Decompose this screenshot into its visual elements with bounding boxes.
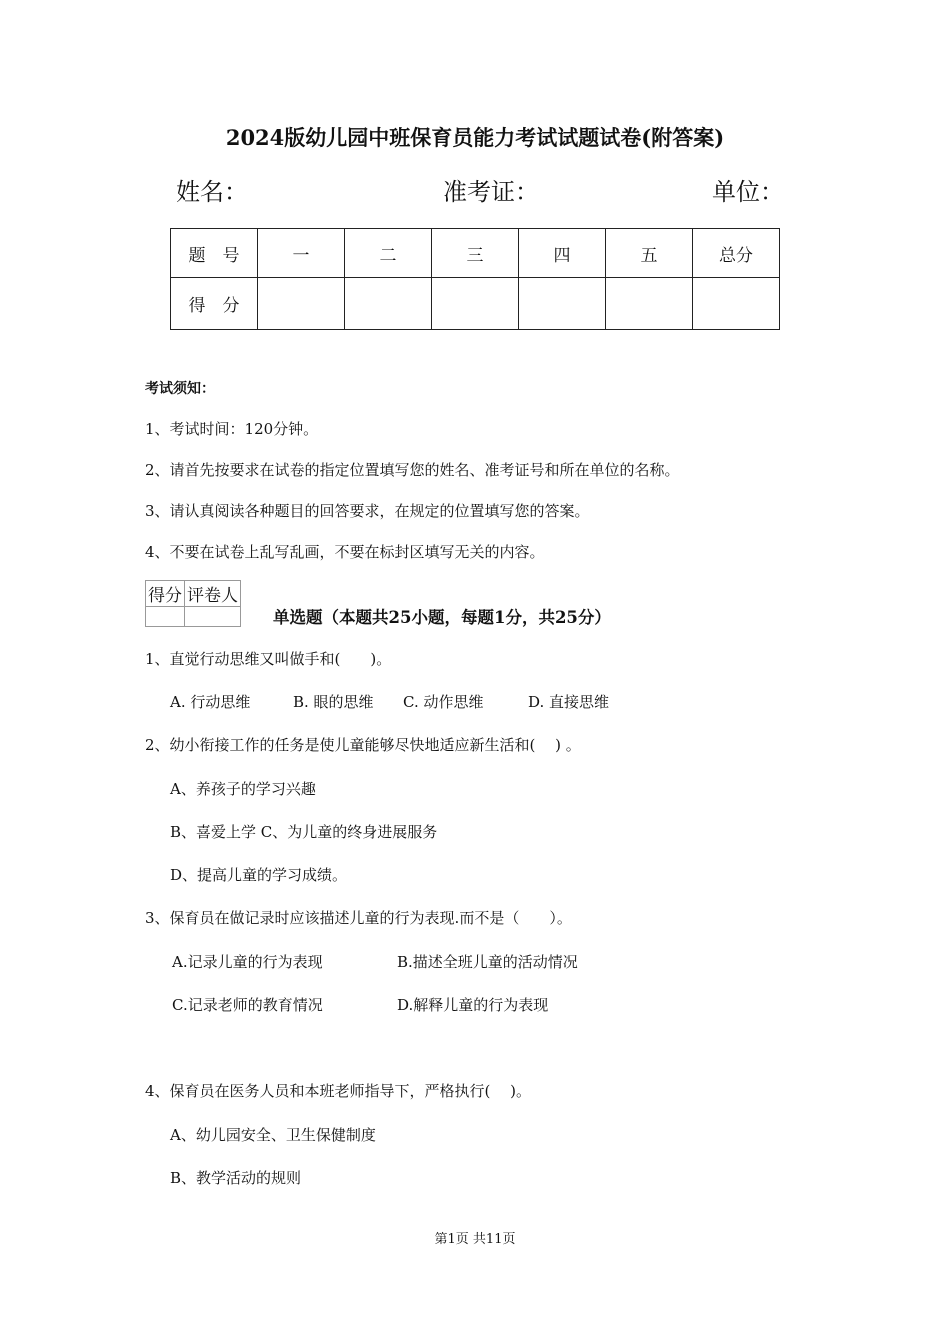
question-stem: 3、保育员在做记录时应该描述儿童的行为表现.而不是（ ）。 [145, 909, 572, 927]
exam-title: 2024版幼儿园中班保育员能力考试试题试卷(附答案) [225, 125, 725, 150]
score-header-cell: 二 [345, 229, 432, 278]
option: B、教学活动的规则 [170, 1169, 302, 1187]
notice-title: 考试须知： [145, 381, 215, 397]
name-field-label: 姓名： [176, 178, 248, 206]
option: B. 眼的思维 [293, 693, 374, 711]
question-stem: 4、保育员在医务人员和本班老师指导下，严格执行( )。 [145, 1082, 532, 1100]
question-stem: 2、幼小衔接工作的任务是使儿童能够尽快地适应新生活和( ) 。 [145, 736, 581, 754]
grader-score-cell[interactable] [146, 607, 185, 627]
unit-field-label: 单位： [712, 178, 784, 206]
notice-item: 1、考试时间：120分钟。 [145, 420, 319, 438]
option: A、养孩子的学习兴趣 [170, 780, 316, 798]
option: A. 行动思维 [170, 693, 251, 711]
score-header-cell: 一 [258, 229, 345, 278]
option: C. 动作思维 [403, 693, 484, 711]
option: A、幼儿园安全、卫生保健制度 [170, 1126, 376, 1144]
grader-score-label: 得分 [146, 581, 185, 607]
score-cell[interactable] [693, 278, 780, 330]
notice-item: 3、请认真阅读各种题目的回答要求，在规定的位置填写您的答案。 [145, 502, 590, 520]
page-footer: 第1页 共11页 [434, 1232, 516, 1247]
notice-item: 4、不要在试卷上乱写乱画，不要在标封区填写无关的内容。 [145, 543, 545, 561]
question-stem: 1、直觉行动思维又叫做手和( )。 [145, 650, 392, 668]
option: A.记录儿童的行为表现 [172, 953, 323, 971]
score-header-cell: 三 [432, 229, 519, 278]
score-cell[interactable] [606, 278, 693, 330]
grader-box [145, 580, 241, 627]
score-header-cell: 题 号 [171, 229, 258, 278]
score-header-cell: 五 [606, 229, 693, 278]
option: D、提高儿童的学习成绩。 [170, 866, 348, 884]
score-cell[interactable] [519, 278, 606, 330]
option: C.记录老师的教育情况 [172, 996, 323, 1014]
notice-item: 2、请首先按要求在试卷的指定位置填写您的姓名、准考证号和所在单位的名称。 [145, 461, 680, 479]
option: D.解释儿童的行为表现 [397, 996, 549, 1014]
option: D. 直接思维 [528, 693, 610, 711]
option: B.描述全班儿童的活动情况 [397, 953, 578, 971]
score-header-cell: 总分 [693, 229, 780, 278]
grader-name-label: 评卷人 [185, 581, 241, 607]
score-cell[interactable] [345, 278, 432, 330]
section-title: 单选题（本题共25小题，每题1分，共25分） [273, 608, 611, 627]
score-row-label: 得 分 [171, 278, 258, 330]
score-table-score-row [171, 278, 780, 330]
exam-number-field-label: 准考证： [443, 178, 539, 206]
grader-name-cell[interactable] [185, 607, 241, 627]
score-cell[interactable] [258, 278, 345, 330]
score-header-cell: 四 [519, 229, 606, 278]
score-table-header-row [171, 229, 780, 278]
score-cell[interactable] [432, 278, 519, 330]
score-table [170, 228, 780, 330]
option: B、喜爱上学 C、为儿童的终身进展服务 [170, 823, 438, 841]
